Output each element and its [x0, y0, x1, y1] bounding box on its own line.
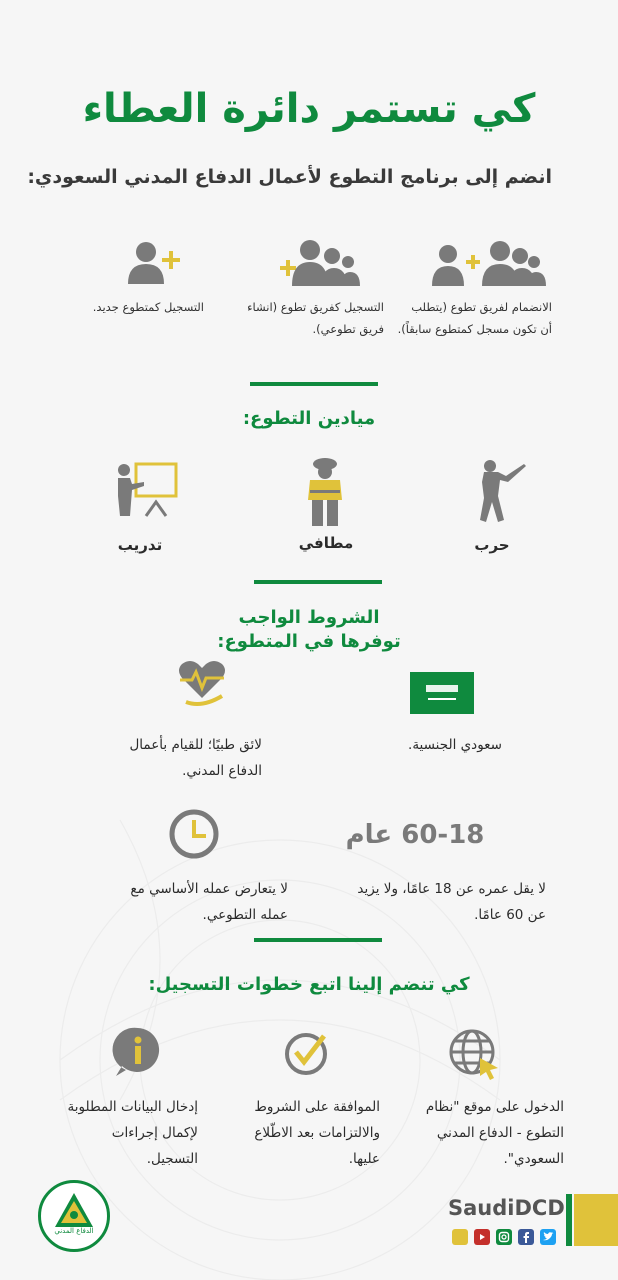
heart-health-icon — [176, 658, 228, 708]
section-divider — [254, 580, 382, 584]
facebook-icon[interactable] — [518, 1229, 534, 1245]
field-label-war: حرب — [474, 536, 510, 554]
page-title: كي تستمر دائرة العطاء — [82, 86, 536, 132]
condition-medical: لائق طبيًا؛ للقيام بأعمال الدفاع المدني. — [129, 737, 262, 779]
twitter-icon[interactable] — [540, 1229, 556, 1245]
condition-work: لا يتعارض عمله الأساسي مع عمله التطوعي. — [130, 881, 288, 923]
fields-title: ميادين التطوع: — [242, 408, 376, 429]
field-label-training: تدريب — [117, 536, 163, 554]
brand-stripe-yellow — [574, 1194, 618, 1246]
condition-nationality: سعودي الجنسية. — [408, 737, 502, 753]
steps-title: كي تنضم إلينا اتبع خطوات التسجيل: — [148, 974, 470, 995]
section-divider — [254, 938, 382, 942]
firefighter-icon — [304, 456, 346, 528]
brand-stripe-green — [566, 1194, 572, 1246]
logo-text: الدفاع المدني — [54, 1227, 94, 1235]
soldier-icon — [476, 458, 530, 524]
create-team-icon — [280, 240, 360, 288]
new-volunteer-caption: التسجيل كمتطوع جديد. — [92, 300, 204, 314]
page-subtitle: انضم إلى برنامج التطوع لأعمال الدفاع المدني السعودي: — [27, 166, 552, 188]
new-volunteer-icon — [128, 240, 182, 286]
section-divider — [250, 382, 378, 386]
snapchat-icon[interactable] — [452, 1229, 468, 1245]
field-label-fire: مطافي — [298, 534, 354, 552]
saudi-flag-icon — [410, 672, 474, 714]
age-range-badge: 60-18 عام — [345, 820, 485, 850]
clock-icon — [168, 808, 220, 860]
step-accept-terms: الموافقة على الشروط والالتزامات بعد الاطّلاع عليها. — [254, 1099, 380, 1167]
conditions-title: الشروط الواجب توفرها في المتطوع: — [217, 607, 401, 652]
civil-defense-logo — [38, 1180, 110, 1252]
globe-cursor-icon — [448, 1028, 502, 1082]
check-circle-icon — [284, 1030, 330, 1076]
trainer-icon — [116, 462, 180, 518]
step-visit-site: الدخول على موقع "نظام التطوع - الدفاع المدني السعودي". — [425, 1099, 564, 1167]
condition-age: لا يقل عمره عن 18 عامًا، ولا يزيد عن 60 عامًا. — [357, 881, 546, 923]
create-team-caption: التسجيل كفريق تطوع (انشاء فريق تطوعي). — [247, 300, 384, 336]
youtube-icon[interactable] — [474, 1229, 490, 1245]
step-enter-data: إدخال البيانات المطلوبة لإكمال إجراءات التسجيل. — [67, 1099, 198, 1167]
join-team-icon — [430, 240, 548, 292]
instagram-icon[interactable] — [496, 1229, 512, 1245]
join-team-caption: الانضمام لفريق تطوع (يتطلب أن تكون مسجل كمتطوع سابقاً). — [397, 300, 552, 336]
brand-name: SaudiDCD — [448, 1196, 565, 1220]
info-icon — [112, 1026, 164, 1078]
